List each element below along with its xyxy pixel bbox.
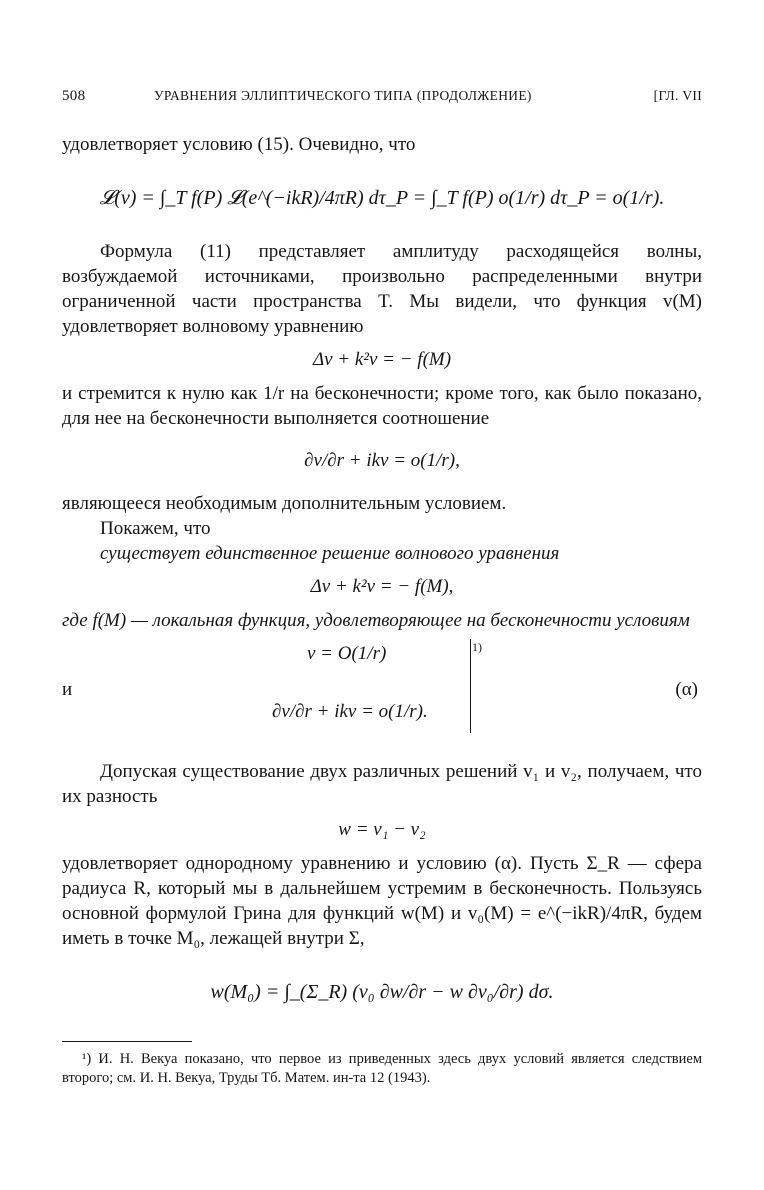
formula-operator-estimate: 𝓛(v) = ∫_T f(P) 𝓛(e^(−ikR)/4πR) dτ_P = ∫_T f(P) o(1/r) dτ_P = o(1/r). (99, 187, 665, 209)
footnote: ¹) И. Н. Векуа показано, что первое из приведенных здесь двух условий является следствием второго; см. И. Н. Векуа, Труды Тб. Матем. ин-та 12 (1943). (62, 1051, 702, 1086)
formula-wave-equation-theorem: Δv + k²v = − f(M), (310, 576, 454, 597)
theorem-statement: где f(M) — локальная функция, удовлетворяющее на бесконечности условиям (62, 610, 690, 631)
theorem-statement: существует единственное решение волнового уравнения (100, 543, 560, 564)
paragraph: Формула (11) представляет амплитуду расходящейся волны, возбуждаемой источниками, произвольно распределенными внутри ограниченной части пространства T. Мы видели, что функция v(M) удовлетворяет волновому уравнению (62, 241, 702, 337)
page-number: 508 (62, 88, 86, 104)
formula-radiation-condition: ∂v/∂r + ikv = o(1/r), (304, 450, 460, 471)
footnote-mark: 1) (472, 640, 482, 654)
chapter-label: [ГЛ. VII (653, 88, 702, 103)
footnote-rule (62, 1041, 192, 1042)
formula-wave-equation: Δv + k²v = − f(M) (312, 349, 452, 370)
paragraph: Допуская существование двух различных решений v₁ и v₂, получаем, что их разность (62, 761, 702, 807)
formula-difference: w = v₁ − v₂ (338, 819, 426, 840)
paragraph: удовлетворяет условию (15). Очевидно, что (62, 134, 416, 155)
paragraph: являющееся необходимым дополнительным условием. (62, 493, 507, 514)
right-brace (462, 639, 471, 733)
formula-green: w(M₀) = ∫_(Σ_R) (v₀ ∂w/∂r − w ∂v₀/∂r) dσ. (210, 981, 554, 1003)
running-title: УРАВНЕНИЯ ЭЛЛИПТИЧЕСКОГО ТИПА (ПРОДОЛЖЕНИЕ) (154, 88, 532, 103)
paragraph: Покажем, что (100, 518, 211, 539)
conditions-system (62, 637, 702, 749)
condition-decay: v = O(1/r) (307, 643, 387, 664)
paragraph: и стремится к нулю как 1/r на бесконечности; кроме того, как было показано, для нее на бесконечности выполняется соотношение (62, 383, 702, 429)
condition-radiation: ∂v/∂r + ikv = o(1/r). (272, 701, 428, 722)
page-body (62, 132, 702, 1088)
conjunction: и (62, 679, 73, 700)
running-header (62, 88, 702, 112)
paragraph: удовлетворяет однородному уравнению и условию (α). Пусть Σ_R — сфера радиуса R, который мы в дальнейшем устремим в бесконечность. Пользуясь основной формулой Грина для функций w(M) и v₀(M) = e^(−ikR)/4πR, будем иметь в точке M₀, лежащей внутри Σ, (62, 853, 702, 949)
equation-tag: (α) (675, 679, 698, 700)
